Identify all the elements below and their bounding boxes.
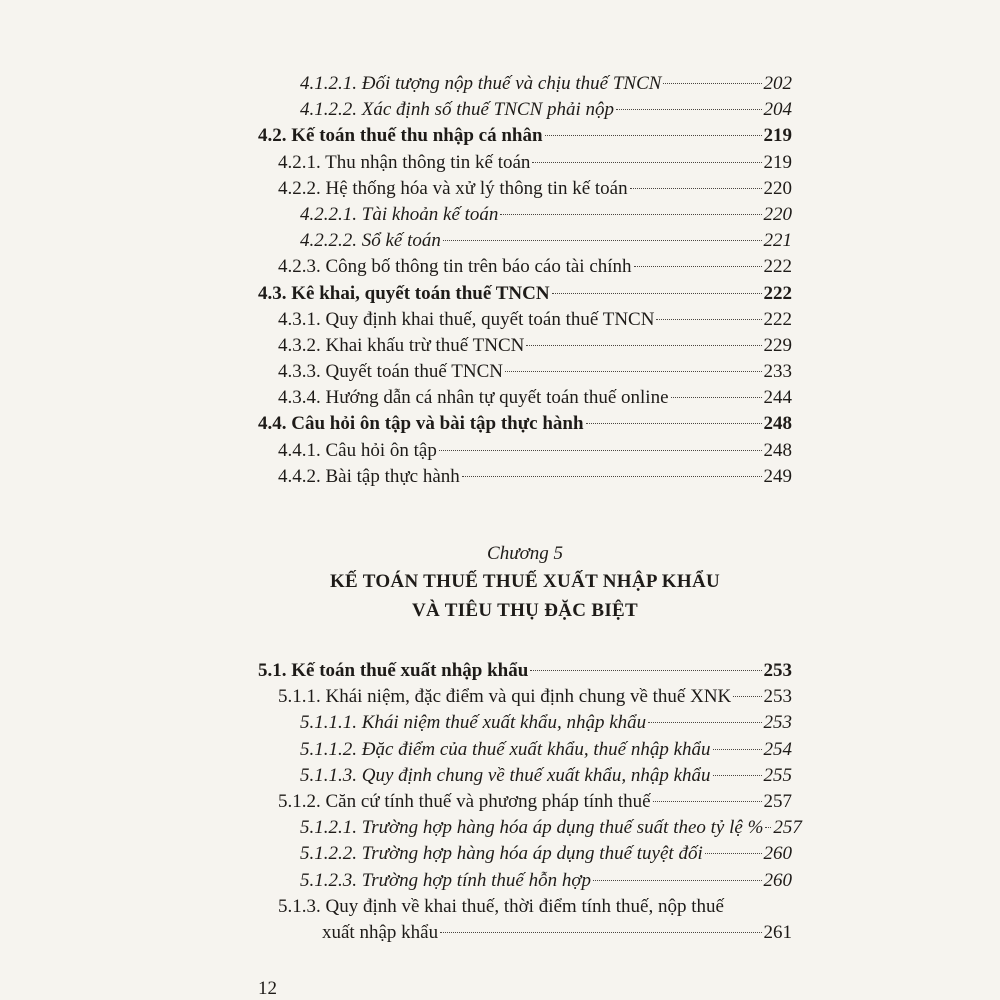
toc-entry-title: 4.3.2. Khai khấu trừ thuế TNCN [278, 334, 525, 356]
toc-entry-page: 221 [763, 230, 792, 252]
dot-leader [733, 696, 761, 697]
toc-entry-page: 248 [763, 413, 792, 435]
toc-entry-page: 254 [763, 738, 792, 760]
dot-leader [671, 397, 762, 398]
toc-entry [258, 228, 792, 254]
toc-entry [258, 202, 792, 228]
dot-leader [545, 135, 762, 136]
toc-entry-title: 4.1.2.1. Đối tượng nộp thuế và chịu thuế TNCN [300, 73, 662, 94]
toc-entry-page: 260 [763, 869, 792, 891]
toc-entry-page: 253 [763, 660, 792, 681]
toc-entry [258, 97, 792, 123]
toc-entry-title: 5.1.1.2. Đặc điểm của thuế xuất khẩu, thuế nhập khẩu [300, 738, 711, 760]
toc-entry-page: 253 [763, 686, 792, 708]
toc-entry [258, 411, 792, 437]
toc-entry [258, 385, 792, 411]
dot-leader [552, 293, 762, 294]
toc-entry-page: 260 [763, 843, 792, 865]
toc-entry [258, 176, 792, 202]
toc-entry-page: 222 [763, 308, 792, 330]
toc-entry-title: 4.4. Câu hỏi ôn tập và bài tập thực hành [258, 413, 584, 435]
toc-section-chapter-4 [258, 71, 792, 490]
dot-leader [530, 670, 761, 671]
toc-entry [258, 658, 792, 684]
toc-entry-title: 5.1. Kế toán thuế xuất nhập khẩu [258, 660, 529, 681]
toc-entry [258, 71, 792, 97]
toc-entry-title: 5.1.1. Khái niệm, đặc điểm và qui định chung về thuế XNK [278, 686, 732, 708]
toc-entry-title: 4.1.2.2. Xác định số thuế TNCN phải nộp [300, 99, 615, 121]
chapter-heading [258, 541, 792, 625]
toc-entry-title: 4.3. Kê khai, quyết toán thuế TNCN [258, 282, 550, 304]
dot-leader [532, 162, 761, 163]
dot-leader [593, 880, 762, 881]
toc-entry-title: 4.3.1. Quy định khai thuế, quyết toán thuế TNCN [278, 308, 655, 330]
toc-entry [258, 150, 792, 176]
toc-section-chapter-5 [258, 658, 802, 946]
toc-entry-title: 5.1.2. Căn cứ tính thuế và phương pháp tính thuế [278, 790, 651, 812]
dot-leader [500, 214, 761, 215]
toc-entry-page: 222 [763, 282, 792, 304]
toc-entry-title: 5.1.2.2. Trường hợp hàng hóa áp dụng thuế tuyệt đối [300, 843, 703, 865]
toc-entry-title: 5.1.1.3. Quy định chung về thuế xuất khẩu, nhập khẩu [300, 764, 711, 786]
dot-leader [713, 749, 762, 750]
dot-leader [713, 775, 762, 776]
toc-entry-title: 4.3.3. Quyết toán thuế TNCN [278, 361, 503, 383]
dot-leader [705, 853, 762, 854]
toc-entry-title: 4.2. Kế toán thuế thu nhập cá nhân [258, 125, 543, 147]
toc-entry-page: 219 [763, 151, 792, 173]
toc-entry [258, 281, 792, 307]
toc-entry-title: 4.2.2.2. Sổ kế toán [300, 230, 441, 252]
toc-entry-page: 253 [763, 712, 792, 734]
toc-entry-page: 229 [763, 334, 792, 356]
toc-entry-title: 4.2.1. Thu nhận thông tin kế toán [278, 151, 531, 173]
toc-entry-title: 4.4.2. Bài tập thực hành [278, 465, 460, 487]
dot-leader [586, 423, 762, 424]
toc-entry [258, 763, 792, 789]
toc-entry-page: 255 [763, 764, 792, 786]
toc-entry-first-line: 5.1.3. Quy định về khai thuế, thời điểm tính thuế, nộp thuế [278, 895, 724, 917]
toc-entry-page: 249 [763, 465, 792, 487]
toc-entry-page: 244 [763, 387, 792, 409]
toc-entry-title: 5.1.2.1. Trường hợp hàng hóa áp dụng thuế suất theo tỷ lệ % [300, 817, 764, 839]
dot-leader [616, 109, 761, 110]
dot-leader [526, 345, 761, 346]
toc-entry [258, 464, 792, 490]
toc-entry [258, 868, 792, 894]
dot-leader [630, 188, 762, 189]
dot-leader [634, 266, 762, 267]
toc-entry-page: 220 [763, 177, 792, 199]
chapter-title-line-1: KẾ TOÁN THUẾ THUẾ XUẤT NHẬP KHẨU [329, 571, 721, 592]
toc-entry-page: 257 [763, 790, 792, 812]
chapter-title-line-2: VÀ TIÊU THỤ ĐẶC BIỆT [412, 600, 638, 621]
toc-entry-page: 233 [763, 361, 792, 383]
dot-leader [656, 319, 761, 320]
dot-leader [439, 450, 762, 451]
toc-entry-page: 261 [763, 921, 792, 943]
toc-entry [258, 815, 802, 841]
dot-leader [653, 801, 762, 802]
toc-entry [258, 841, 792, 867]
toc-entry [258, 254, 792, 280]
dot-leader [440, 932, 761, 933]
toc-entry [258, 737, 792, 763]
toc-entry [258, 123, 792, 149]
toc-entry-title: 4.2.3. Công bố thông tin trên báo cáo tài chính [278, 256, 632, 278]
dot-leader [505, 371, 762, 372]
toc-entry-page: 204 [763, 99, 792, 121]
toc-entry [258, 333, 792, 359]
toc-entry [258, 789, 792, 815]
toc-entry-title: 4.4.1. Câu hỏi ôn tập [278, 439, 437, 461]
toc-entry-title: xuất nhập khẩu [322, 921, 439, 943]
toc-entry-title: 4.2.2. Hệ thống hóa và xử lý thông tin kế toán [278, 177, 628, 199]
toc-entry-title: 4.2.2.1. Tài khoản kế toán [300, 203, 499, 225]
dot-leader [663, 83, 761, 84]
toc-entry-title: 4.3.4. Hướng dẫn cá nhân tự quyết toán thuế online [278, 387, 669, 409]
toc-entry-page: 219 [763, 125, 792, 147]
toc-entry-title: 5.1.2.3. Trường hợp tính thuế hỗn hợp [300, 869, 591, 891]
toc-list [258, 658, 802, 894]
toc-entry-page: 257 [773, 817, 802, 839]
dot-leader [443, 240, 762, 241]
dot-leader [648, 722, 761, 723]
toc-entry [258, 359, 792, 385]
toc-entry [258, 438, 792, 464]
toc-entry [258, 684, 792, 710]
toc-entry-title: 5.1.1.1. Khái niệm thuế xuất khẩu, nhập khẩu [300, 712, 647, 734]
chapter-number: Chương 5 [487, 543, 563, 564]
toc-entry [258, 307, 792, 333]
toc-entry-page: 248 [763, 439, 792, 461]
toc-entry [258, 710, 792, 736]
toc-entry [258, 920, 792, 946]
toc-entry-page: 220 [763, 203, 792, 225]
dot-leader [462, 476, 762, 477]
dot-leader [765, 827, 771, 828]
toc-entry-page: 222 [763, 256, 792, 278]
page-number: 12 [258, 978, 277, 999]
toc-entry-page: 202 [763, 73, 792, 94]
